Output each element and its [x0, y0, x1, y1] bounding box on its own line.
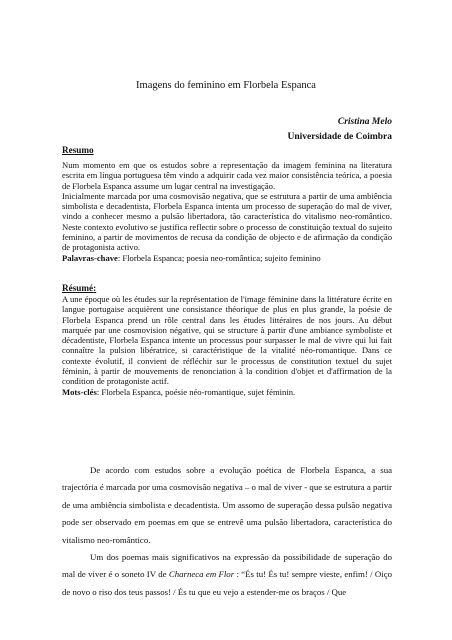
keywords-text: : Florbela Espanca; poesia neo-romântica; sujeito feminino [117, 252, 321, 263]
resumo-paragraph-2: Inicialmente marcada por uma cosmovisão negativa, que se estrutura a partir de uma ambiência simbolista e decadentista, Florbela Espanca intenta um processo de superação do mal de viver, vindo a conhecer mesmo a pulsão libertadora, tão característica do vitalismo neo-romântico. Neste contexto evolutivo se justifica reflectir sobre o processo de constituição textual do sujeito feminino, a partir de movimentos de recusa da condição de objecto e de afirmação da condição de protagonista activo. [62, 190, 392, 253]
resume-heading [62, 283, 96, 293]
resumo-heading: Resumo [62, 145, 94, 155]
keywords-label: Palavras-chave [62, 252, 118, 263]
mots-cles-label: Mots-clés [62, 386, 97, 397]
body-paragraph-2-start: Um dos poemas mais significativos na expressão da possibilidade de superação do mal de viver é o soneto IV de [62, 552, 392, 580]
resumo-section [62, 160, 392, 263]
resume-keywords [62, 387, 392, 397]
resumo-paragraph-1: Num momento em que os estudos sobre a representação da imagem feminina na literatura escrita em língua portuguesa têm vindo a adquirir cada vez maior consistência teórica, a poesia de Florbela Espanca assume um lugar central na investigação. [62, 160, 392, 191]
book-title: Charneca em Flor [168, 569, 235, 580]
paper-title: Imagens do feminino em Florbela Espanca [136, 80, 316, 91]
author-affiliation: Universidade de Coimbra [287, 132, 392, 142]
body-paragraph-1: De acordo com estudos sobre a evolução poética de Florbela Espanca, a sua trajectória é marcada por uma cosmovisão negativa – o mal de viver - que se estrutura a partir de uma ambiência simbolista e decadentista. Um assomo de superação dessa pulsão negativa pode ser observado em poemas em que se entrevê uma pulsão libertadora, característica do vitalismo neo-romântico. [62, 465, 392, 545]
resume-heading-text: Résumé [62, 283, 94, 293]
mots-cles-text: : Florbela Espanca, poésie néo-romantique, sujet féminin. [96, 386, 296, 397]
resume-paragraph: A une époque où les études sur la représentation de l'image féminine dans la littérature écrite en langue portugaise acquièrent une consistance théorique de plus en plus grande, la poésie de Florbela Espanca prend un rôle central dans les études littéraires de nos jours. Au début marquée par une cosmovision négative, qui se structure à partir d'une ambiance symboliste et décadentiste, Florbela Espanca intente un processus pour surpasser le mal de vivre qui lui fait connaître la pulsion libératrice, si caractéristique de la vitalité néo-romantique. Dans ce contexte évolutif, il convient de réfléchir sur le processus de constitution textuel du sujet féminin, à partir de mouvements de renonciation à la condition d'objet et d'affirmation de la condition de protagoniste actif. [62, 294, 392, 387]
body-paragraph-2-end: : “És tu! És tu! sempre vieste, enfim! / Oiço de novo o riso dos teus passos! / És tu que eu vejo a estender-me os braços / Que [62, 569, 393, 597]
author-name: Cristina Melo [337, 117, 392, 127]
resume-section [62, 294, 392, 397]
resumo-keywords [62, 253, 392, 263]
body-text [62, 462, 392, 601]
body-paragraph-2 [62, 549, 392, 601]
resume-heading-colon: : [93, 283, 97, 293]
